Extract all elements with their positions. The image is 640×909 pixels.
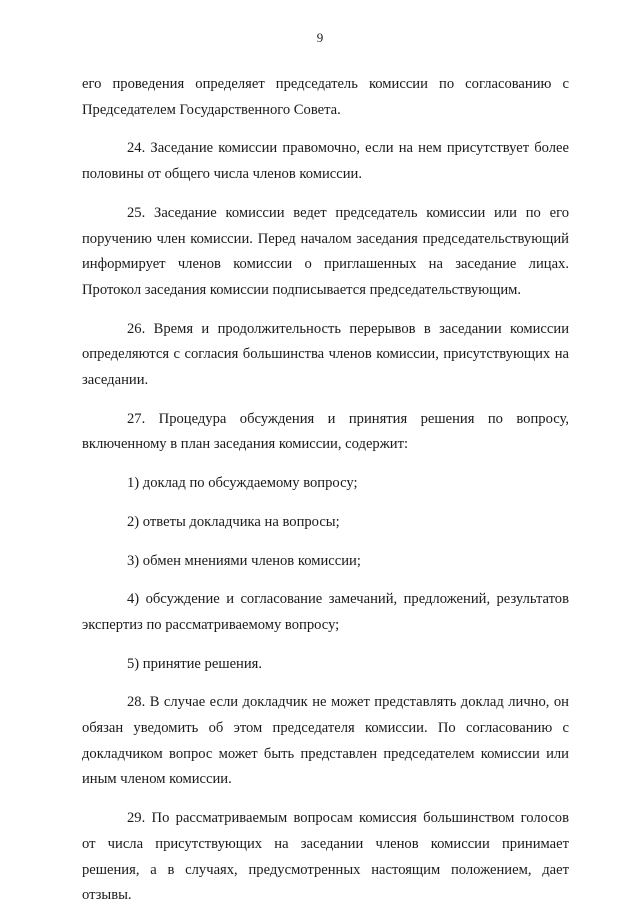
paragraph-25: 25. Заседание комиссии ведет председатель комиссии или по его поручению член комиссии. Перед началом заседания председательствующий информирует членов комиссии о приглашенных на заседание лицах. Протокол заседания комиссии подписывается председательствующим. <box>82 204 569 298</box>
document-body <box>82 72 569 909</box>
paragraph-24: 24. Заседание комиссии правомочно, если на нем присутствует более половины от общего числа членов комиссии. <box>82 140 569 183</box>
paragraph-28: 28. В случае если докладчик не может представлять доклад лично, он обязан уведомить об этом председателя комиссии. По согласованию с докладчиком вопрос может быть представлен председателем комиссии или иным членом комиссии. <box>82 694 569 788</box>
list-item-27-3: 3) обмен мнениями членов комиссии; <box>127 552 361 569</box>
paragraph-27: 27. Процедура обсуждения и принятия решения по вопросу, включенному в план заседания комиссии, содержит: <box>82 410 569 453</box>
list-item-27-2: 2) ответы докладчика на вопросы; <box>127 513 340 530</box>
page-number: 9 <box>316 30 324 45</box>
paragraph-intro: его проведения определяет председатель комиссии по согласованию с Председателем Государственного Совета. <box>82 76 569 118</box>
list-item-27-1: 1) доклад по обсуждаемому вопросу; <box>127 475 358 492</box>
paragraph-26: 26. Время и продолжительность перерывов в заседании комиссии определяются с согласия большинства членов комиссии, присутствующих на заседании. <box>82 320 569 389</box>
list-item-27-4: 4) обсуждение и согласование замечаний, предложений, результатов экспертиз по рассматриваемому вопросу; <box>82 591 569 633</box>
paragraph-29: 29. По рассматриваемым вопросам комиссия большинством голосов от числа присутствующих на заседании членов комиссии принимает решения, а в случаях, предусмотренных настоящим положением, дает отзывы. <box>82 810 569 904</box>
list-item-27-5: 5) принятие решения. <box>127 655 263 672</box>
